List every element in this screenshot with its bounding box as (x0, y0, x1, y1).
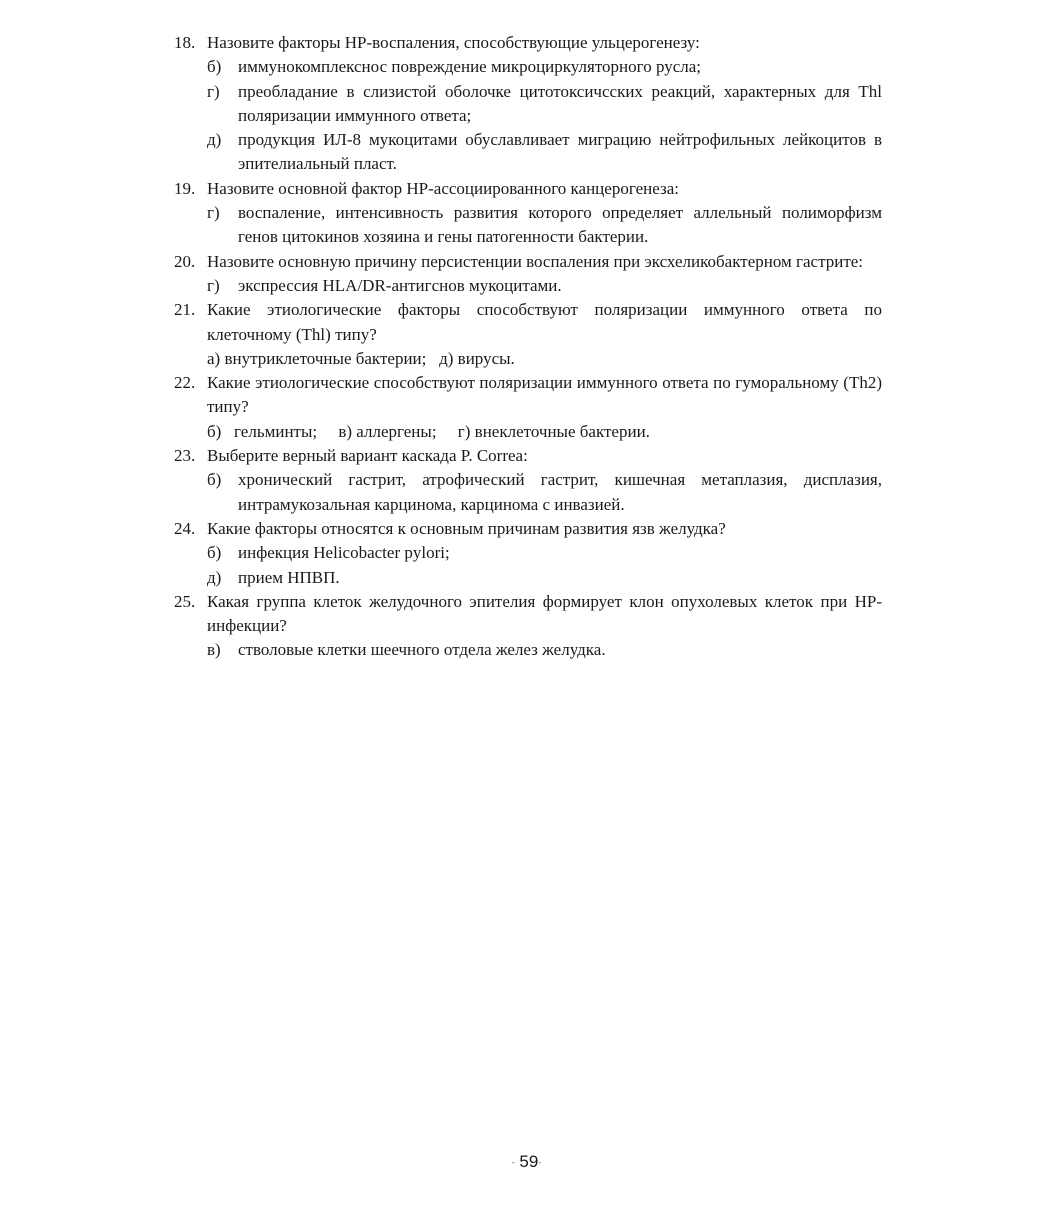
answer-text: хронический гастрит, атрофический гастрит, кишечная метаплазия, дисплазия, интрамукозальная карцинома, карцинома с инвазией. (238, 470, 882, 514)
answer-text: стволовые клетки шеечного отдела желез желудка. (238, 640, 606, 660)
answer-list (207, 201, 882, 250)
answer-list (207, 347, 882, 371)
answer-item (207, 468, 882, 517)
answer-item (207, 201, 882, 250)
answer-text: продукция ИЛ-8 мукоцитами обуславливает миграцию нейтрофильных лейкоцитов в эпителиальный пласт. (238, 130, 882, 174)
answer-letter: б) (207, 57, 222, 77)
answer-item (207, 80, 882, 129)
question-21 (174, 298, 882, 347)
question-text: Назовите факторы НР-воспаления, способствующие ульцерогенезу: (207, 33, 700, 52)
question-number: 21. (174, 300, 196, 320)
question-text: Какие этиологические способствуют поляризации иммунного ответа по гуморальному (Th2) типу? (207, 373, 882, 417)
question-text: Назовите основную причину персистенции воспаления при эксхеликобактерном гастрите: (207, 251, 864, 271)
question-number: 23. (174, 446, 196, 466)
question-text: Какие факторы относятся к основным причинам развития язв желудка? (207, 518, 726, 538)
answer-list (207, 638, 882, 662)
answer-text: иммунокомплекснос повреждение микроциркуляторного русла; (238, 57, 702, 77)
question-20 (174, 250, 882, 274)
page-number: 59 (519, 1152, 539, 1171)
question-number: 24. (174, 518, 196, 538)
answer-letter: г) (207, 203, 220, 223)
question-24 (174, 517, 882, 541)
answer-item (207, 274, 882, 298)
answer-text: экспрессия HLA/DR-антигснов мукоцитами. (238, 275, 562, 295)
question-number: 20. (174, 251, 196, 271)
question-19 (174, 177, 882, 201)
answer-letter: в) (207, 640, 221, 660)
answer-list (207, 541, 882, 590)
question-18 (174, 31, 882, 55)
answer-text: преобладание в слизистой оболочке цитотоксичсских реакций, характерных для Thl поляризации иммунного ответа; (238, 81, 882, 125)
answer-letter: б) (207, 470, 222, 490)
answer-item (207, 638, 882, 662)
answer-list (207, 468, 882, 517)
question-number: 19. (174, 178, 196, 198)
answer-letter: д) (207, 130, 222, 150)
answer-item (207, 128, 882, 177)
question-number: 18. (174, 33, 196, 52)
question-text: Назовите основной фактор НР-ассоциированного канцерогенеза: (207, 178, 679, 198)
answer-letter: г) (207, 275, 220, 295)
question-list (174, 31, 882, 663)
question-text: Какая группа клеток желудочного эпителия формирует клон опухолевых клеток при НР-инфекции? (207, 591, 882, 636)
question-23 (174, 444, 882, 468)
answer-inline: а) внутриклеточные бактерии; д) вирусы. (207, 348, 515, 368)
answer-letter: д) (207, 567, 222, 587)
question-22 (174, 371, 882, 420)
footer-dash-left: - (511, 1157, 515, 1168)
answer-letter: б) (207, 543, 222, 563)
answer-item (207, 55, 882, 79)
answer-inline: б) гельминты; в) аллергены; г) внеклеточные бактерии. (207, 421, 650, 441)
answer-list (207, 420, 882, 444)
answer-item (207, 566, 882, 590)
answer-letter: г) (207, 81, 220, 101)
footer-dash-right: - (538, 1157, 542, 1168)
question-number: 25. (174, 591, 196, 611)
question-25 (174, 590, 882, 639)
answer-text: прием НПВП. (238, 567, 340, 587)
question-number: 22. (174, 373, 196, 393)
question-text: Выберите верный вариант каскада P. Correa: (207, 446, 528, 466)
question-text: Какие этиологические факторы способствуют поляризации иммунного ответа по клеточному (Thl) типу? (207, 300, 882, 344)
answer-text: воспаление, интенсивность развития которого определяет аллельный полиморфизм генов цитокинов хозяина и гены патогенности бактерии. (238, 203, 882, 247)
answer-list (207, 55, 882, 176)
answer-text: инфекция Helicobacter pylori; (238, 543, 450, 563)
page-footer (0, 1150, 1053, 1175)
answer-item (207, 541, 882, 565)
answer-list (207, 274, 882, 298)
